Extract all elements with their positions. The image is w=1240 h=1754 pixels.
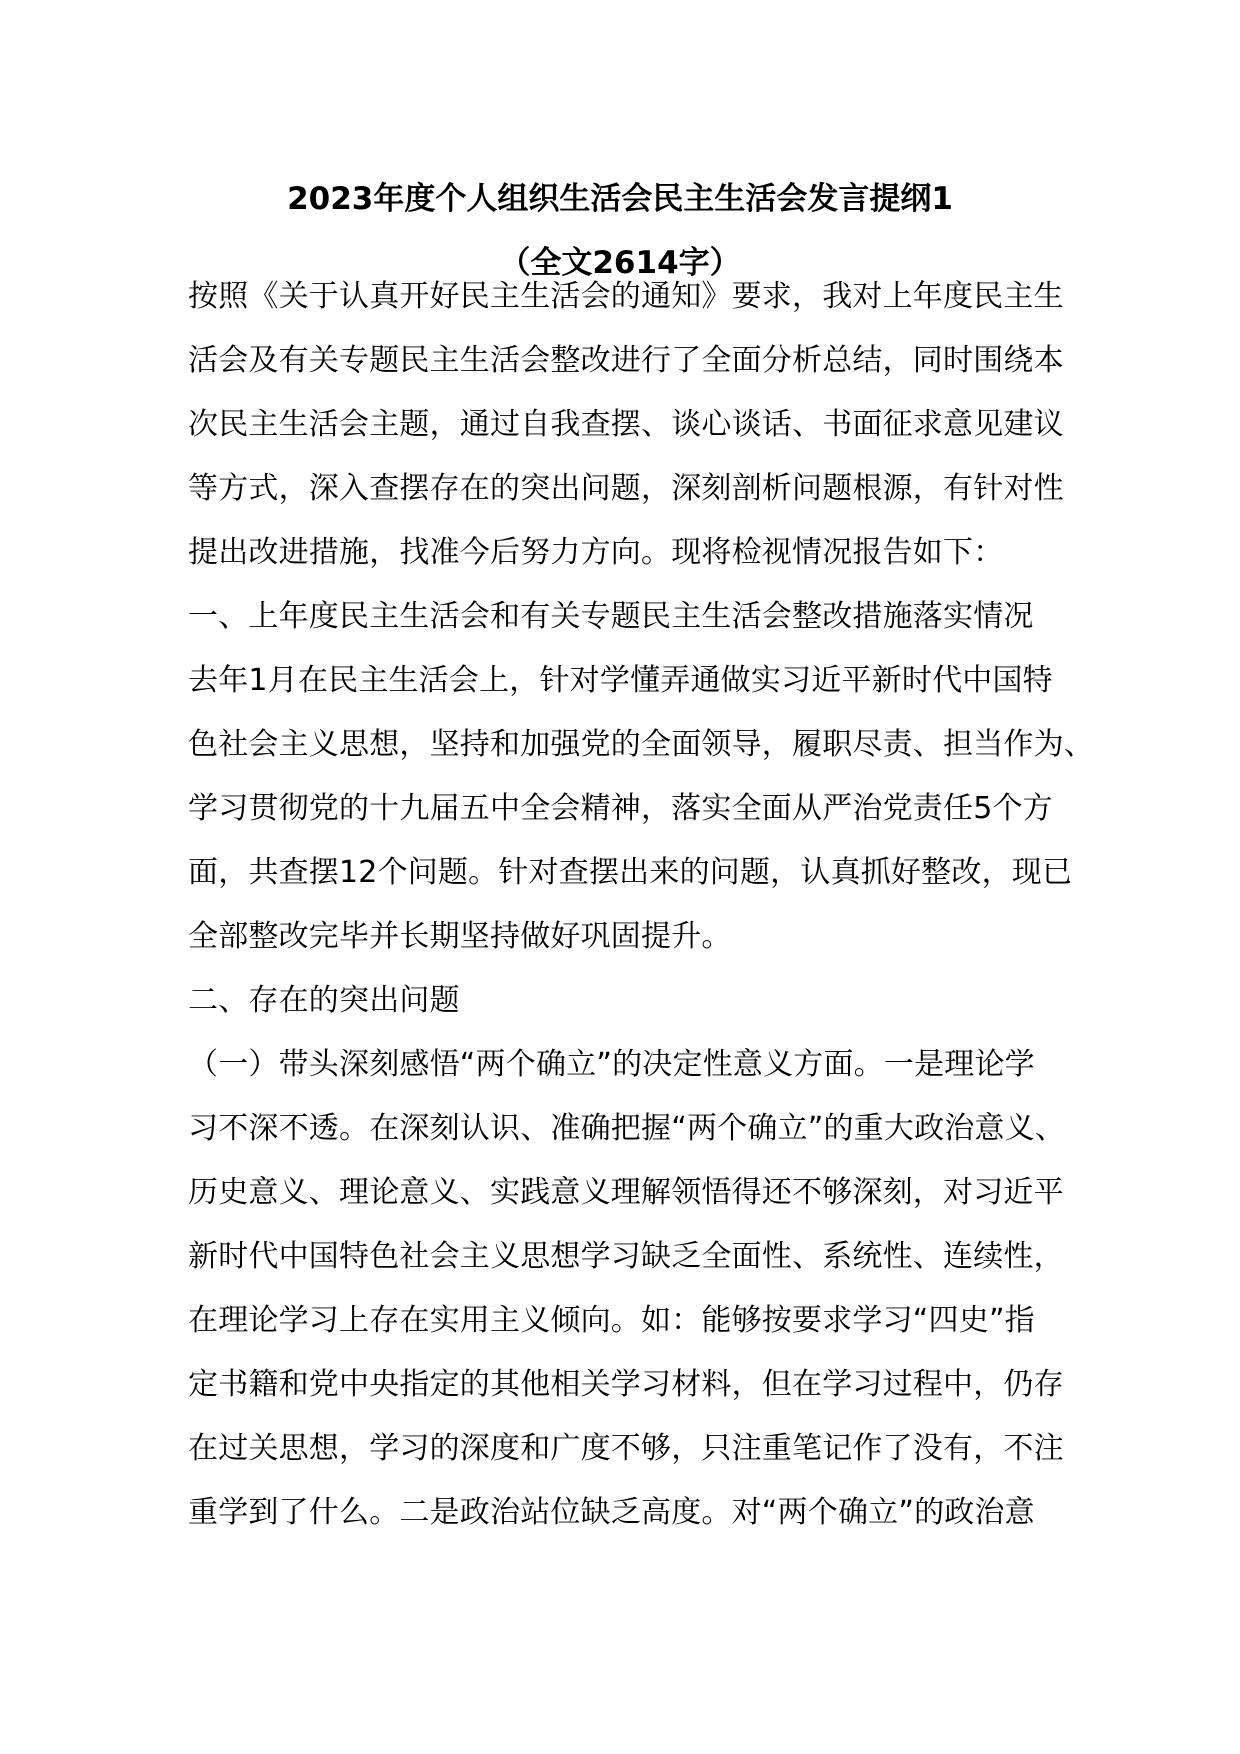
body-line: 习不深不透。在深刻认识、准确把握“两个确立”的重大政治意义、 — [188, 1111, 1066, 1146]
body-line: 学习贯彻党的十九届五中全会精神，落实全面从严治党责任5个方 — [188, 791, 1053, 826]
body-line: 面，共查摆12个问题。针对查摆出来的问题，认真抓好整改，现已 — [188, 855, 1073, 890]
body-line: 历史意义、理论意义、实践意义理解领悟得还不够深刻，对习近平 — [188, 1175, 1064, 1210]
section-heading-2: 二、存在的突出问题 — [188, 983, 460, 1018]
section-heading-1: 一、上年度民主生活会和有关专题民主生活会整改措施落实情况 — [188, 599, 1034, 634]
body-line: 在理论学习上存在实用主义倾向。如：能够按要求学习“四史”指 — [188, 1303, 1035, 1338]
body-line: 次民主生活会主题，通过自我查摆、谈心谈话、书面征求意见建议 — [188, 407, 1064, 442]
body-line: 活会及有关专题民主生活会整改进行了全面分析总结，同时围绕本 — [188, 343, 1064, 378]
body-line: 按照《关于认真开好民主生活会的通知》要求，我对上年度民主生 — [188, 279, 1064, 314]
body-line: 重学到了什么。二是政治站位缺乏高度。对“两个确立”的政治意 — [188, 1495, 1035, 1530]
body-line: 新时代中国特色社会主义思想学习缺乏全面性、系统性、连续性， — [188, 1239, 1064, 1274]
body-line: （一）带头深刻感悟“两个确立”的决定性意义方面。一是理论学 — [188, 1047, 1035, 1082]
body-line: 定书籍和党中央指定的其他相关学习材料，但在学习过程中，仍存 — [188, 1367, 1064, 1402]
body-line: 等方式，深入查摆存在的突出问题，深刻剖析问题根源，有针对性 — [188, 471, 1064, 506]
body-line: 全部整改完毕并长期坚持做好巩固提升。 — [188, 919, 732, 954]
body-line: 提出改进措施，找准今后努力方向。现将检视情况报告如下： — [188, 535, 1004, 570]
document-subtitle: （全文2614字） — [499, 245, 741, 281]
document-title: 2023年度个人组织生活会民主生活会发言提纲1 — [287, 181, 953, 217]
body-line: 色社会主义思想，坚持和加强党的全面领导，履职尽责、担当作为、 — [188, 727, 1094, 762]
body-line: 在过关思想，学习的深度和广度不够，只注重笔记作了没有，不注 — [188, 1431, 1064, 1466]
body-line: 去年1月在民主生活会上，针对学懂弄通做实习近平新时代中国特 — [188, 663, 1053, 698]
